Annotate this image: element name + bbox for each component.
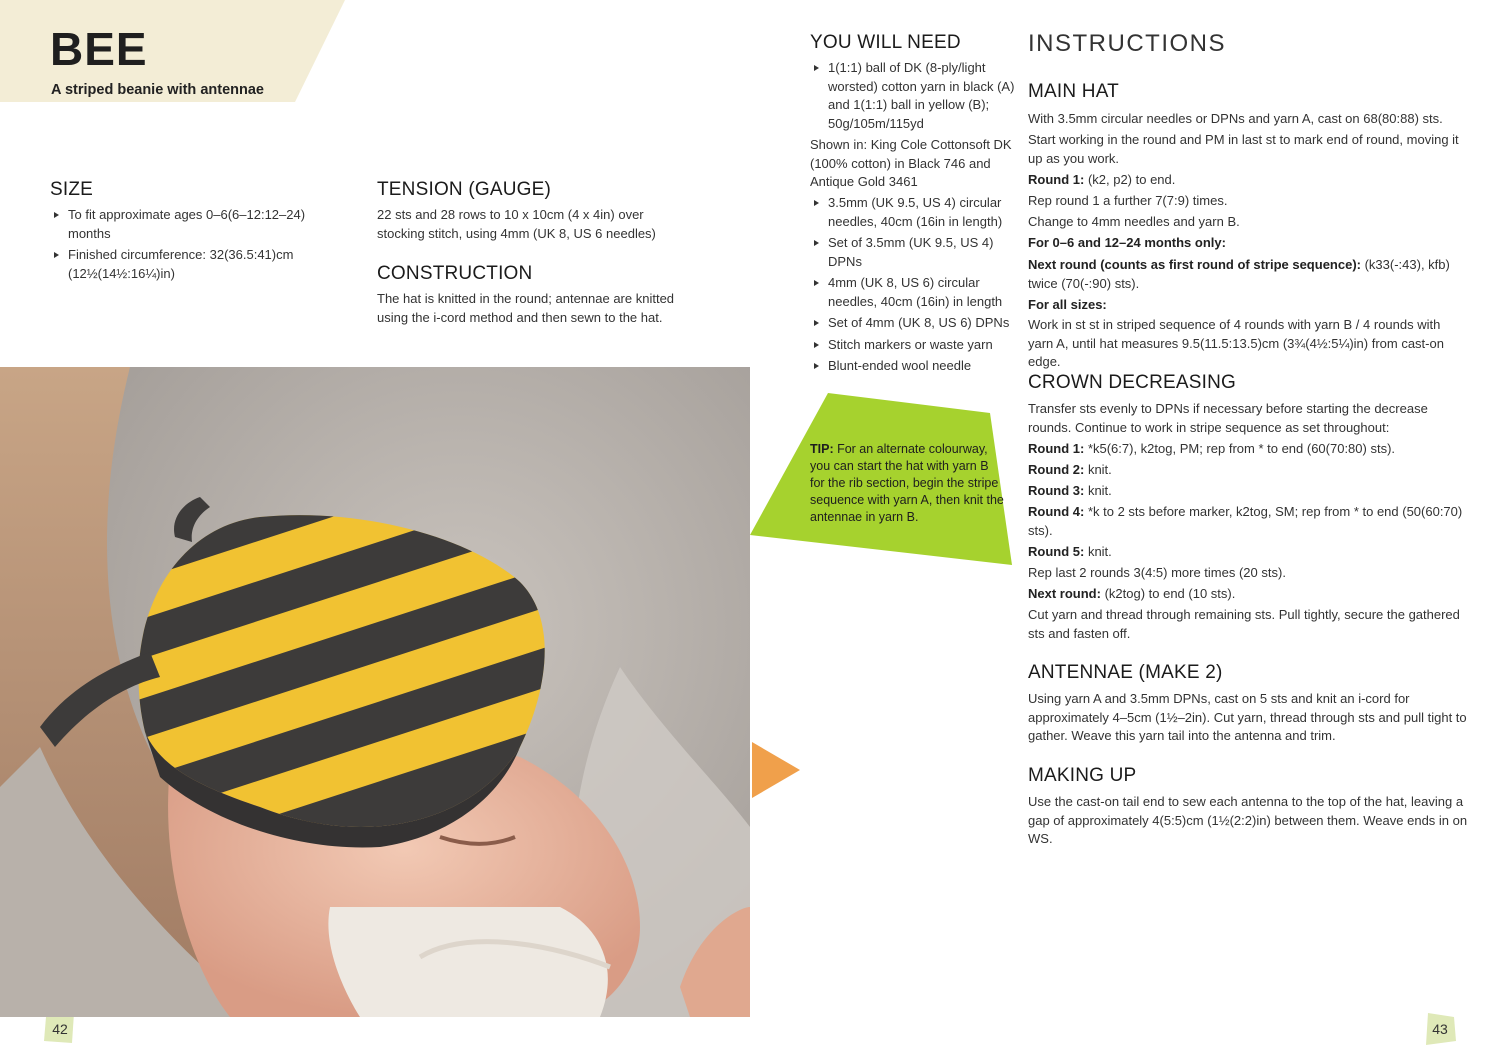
materials-item: Blunt-ended wool needle [810,357,1015,376]
tension-text: 22 sts and 28 rows to 10 x 10cm (4 x 4in) over stocking stitch, using 4mm (UK 8, US 6 needles) [377,207,656,241]
you-will-need-heading: YOU WILL NEED [810,32,961,53]
page-number-left-text: 42 [52,1021,68,1037]
round-text: *k to 2 sts before marker, k2tog, SM; rep from * to end (50(60:70) sts). [1028,504,1463,538]
materials-item: 4mm (UK 8, US 6) circular needles, 40cm (16in) in length [810,274,1015,311]
page-number-right [1424,1013,1456,1045]
main-hat-step: Rep round 1 a further 7(7:9) times. [1028,193,1228,208]
tip-text [810,441,1006,526]
round-label: Round 1: [1028,441,1085,456]
materials-item: 1(1:1) ball of DK (8-ply/light worsted) cotton yarn in black (A) and 1(1:1) ball in yellow (B); 50g/105m/115yd [810,59,1015,133]
construction-heading: CONSTRUCTION [377,263,533,284]
size-heading: SIZE [50,179,94,200]
all-sizes-label [1028,296,1468,315]
crown-heading: CROWN DECREASING [1028,372,1236,393]
pattern-title: BEE [50,23,148,75]
main-hat-step: With 3.5mm circular needles or DPNs and yarn A, cast on 68(80:88) sts. [1028,111,1443,126]
baby-bee-hat-photo [0,367,750,1017]
round-text: (k2tog) to end (10 sts). [1100,586,1236,601]
crown-step [1028,461,1468,480]
tip-body: For an alternate colourway, you can start the hat with yarn B for the rib section, begin the stripe sequence with yarn A, then knit the antennae in yarn B. [810,442,1004,524]
size-item: Finished circumference: 32(36.5:41)cm (12½(14½:16¼)in) [50,246,350,283]
size-item: To fit approximate ages 0–6(6–12:12–24) months [50,206,350,243]
making-up-heading: MAKING UP [1028,765,1137,786]
round-text: knit. [1084,462,1112,477]
antennae-text: Using yarn A and 3.5mm DPNs, cast on 5 sts and knit an i-cord for approximately 4–5cm (1½–2in). Cut yarn, thread through sts and pull tight to gather. Weave this yarn tail into the antenna and trim. [1028,691,1467,743]
construction-text: The hat is knitted in the round; antennae are knitted using the i-cord method and then sewn to the hat. [377,291,675,325]
sizes-label-text: For 0–6 and 12–24 months only: [1028,235,1226,250]
sizes-label [1028,234,1468,253]
tension-heading: TENSION (GAUGE) [377,179,552,200]
round-label: Round 1: [1028,172,1085,187]
materials-item: 3.5mm (UK 9.5, US 4) circular needles, 40cm (16in in length) [810,194,1015,231]
main-hat-step: Change to 4mm needles and yarn B. [1028,214,1240,229]
round-text: knit. [1084,483,1112,498]
materials-item: Stitch markers or waste yarn [810,336,1015,355]
round-label: Round 4: [1028,504,1085,519]
crown-step [1028,585,1468,604]
round-label: Round 5: [1028,544,1085,559]
materials-list-1 [810,59,1015,136]
crown-step: Transfer sts evenly to DPNs if necessary before starting the decrease rounds. Continue to work in stripe sequence as set throughout: [1028,401,1428,435]
making-up-text: Use the cast-on tail end to sew each antenna to the top of the hat, leaving a gap of approximately 4(5:5)cm (1½(2:2)in) between them. Weave ends in on WS. [1028,794,1468,846]
tip-label: TIP: [810,442,834,456]
crown-step [1028,482,1468,501]
main-hat-step: Start working in the round and PM in last st to mark end of round, moving it up as you work. [1028,132,1459,166]
crown-step [1028,503,1468,540]
page-number-right-text: 43 [1432,1021,1448,1037]
crown-step: Cut yarn and thread through remaining sts. Pull tightly, secure the gathered sts and fasten off. [1028,607,1460,641]
main-hat-heading: MAIN HAT [1028,81,1119,102]
round-label: Next round: [1028,586,1101,601]
instructions-heading: INSTRUCTIONS [1028,30,1226,57]
round-label: Next round (counts as first round of stripe sequence): [1028,257,1361,272]
size-list [50,206,350,286]
round-label: Round 2: [1028,462,1085,477]
materials-list-2 [810,194,1015,379]
main-hat-step: Work in st st in striped sequence of 4 rounds with yarn B / 4 rounds with yarn A, until hat measures 9.5(11.5:13.5)cm (3¾(4½:5¼)in) from cast-on edge. [1028,317,1444,369]
crown-step: Rep last 2 rounds 3(4:5) more times (20 sts). [1028,565,1286,580]
materials-item: Set of 4mm (UK 8, US 6) DPNs [810,314,1015,333]
all-sizes-label-text: For all sizes: [1028,297,1107,312]
round-text: knit. [1084,544,1112,559]
crown-step [1028,543,1468,562]
orange-arrow-icon [752,742,800,798]
main-hat-step [1028,171,1468,190]
antennae-heading: ANTENNAE (MAKE 2) [1028,662,1223,683]
round-label: Round 3: [1028,483,1085,498]
materials-item: Set of 3.5mm (UK 9.5, US 4) DPNs [810,234,1015,271]
page-number-left [44,1013,76,1045]
pattern-subtitle: A striped beanie with antennae [51,82,264,98]
crown-step [1028,440,1468,459]
round-text: (k2, p2) to end. [1084,172,1176,187]
main-hat-step [1028,256,1468,293]
round-text: *k5(6:7), k2tog, PM; rep from * to end (60(70:80) sts). [1084,441,1396,456]
shown-in-text: Shown in: King Cole Cottonsoft DK (100% cotton) in Black 746 and Antique Gold 3461 [810,137,1012,189]
round-text: (k33(-:43), kfb) twice (70(-:90) sts). [1028,257,1450,291]
